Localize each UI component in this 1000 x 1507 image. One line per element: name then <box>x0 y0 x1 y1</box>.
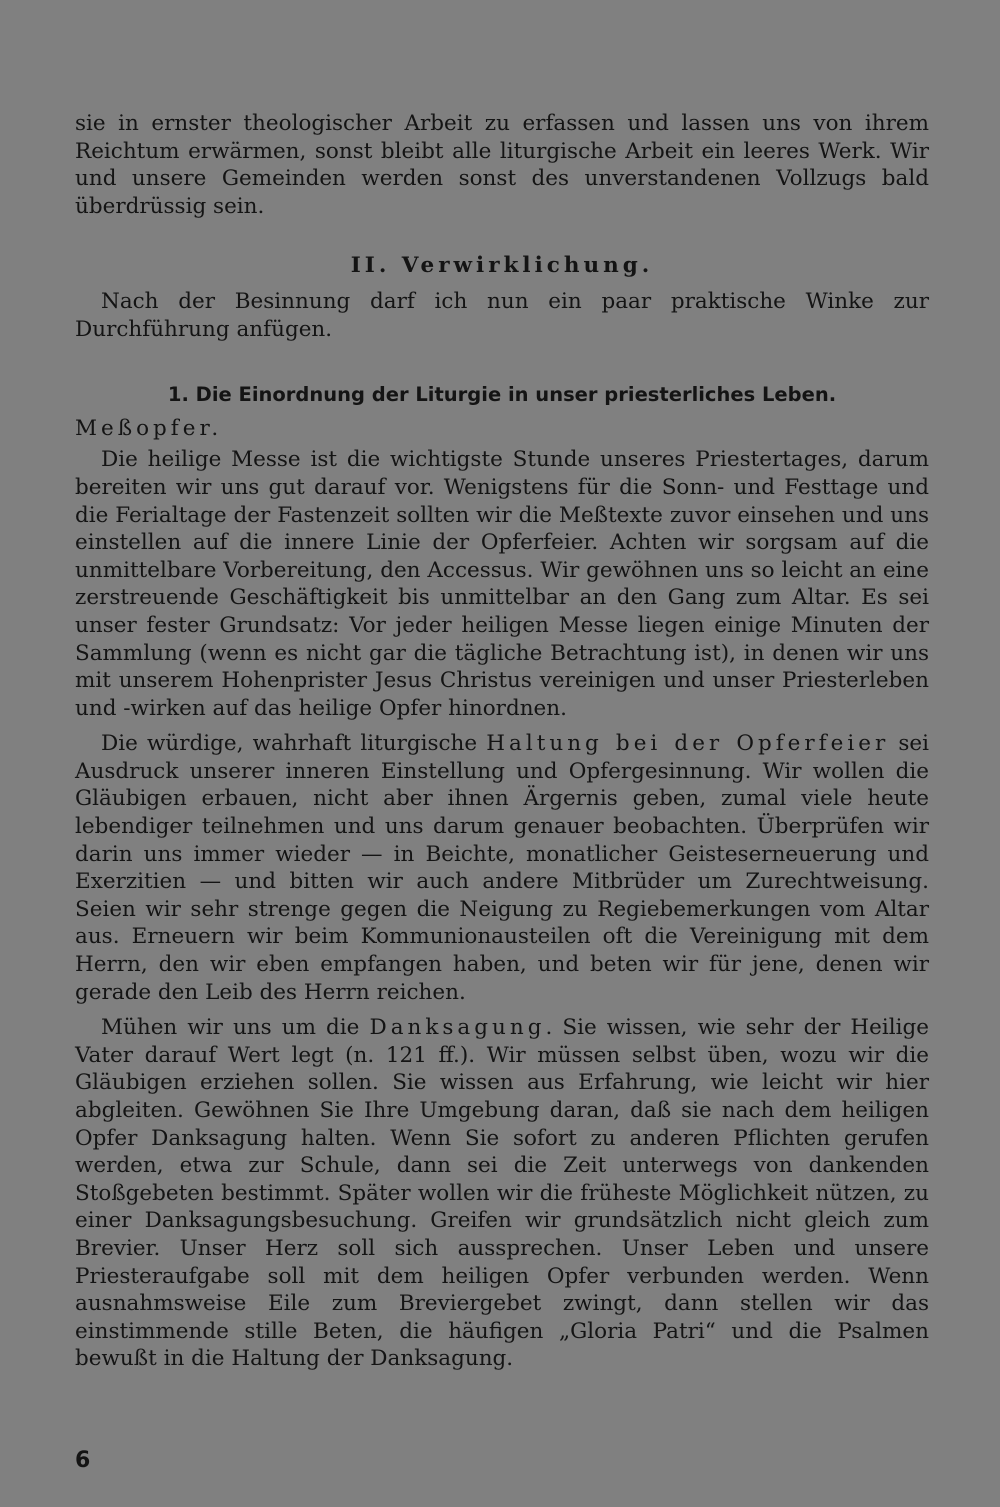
run-in-heading: Meßopfer. <box>75 415 223 441</box>
page-number: 6 <box>75 1448 91 1473</box>
paragraph-danksagung-rest: . Sie wissen, wie sehr der Heilige Vater darauf Wert legt (n. 121 ff.). Wir müssen selbst üben, wozu wir die Gläubigen erziehen sollen. Sie wissen aus Erfahrung, wie leicht wir hier abgleiten. Gewöhnen Sie Ihre Umgebung daran, daß sie nach dem heiligen Opfer Danksagung halten. Wenn Sie sofort zu anderen Pflichten gerufen werden, etwa zur Schule, dann sei die Zeit unterwegs von dankenden Stoßgebeten bestimmt. Später wollen wir die früheste Möglichkeit nützen, zu einer Danksagungsbesuchung. Greifen wir grundsätzlich nicht gleich zum Brevier. Unser Herz soll sich aussprechen. Unser Leben und unsere Priesteraufgabe soll mit dem heiligen Opfer verbunden werden. Wenn ausnahmsweise Eile zum Breviergebet zwingt, dann stellen wir das einstimmende stille Beten, die häufigen „Gloria Patri“ und die Psalmen bewußt in die Haltung der Danksagung. <box>75 1015 929 1372</box>
paragraph-continuation: sie in ernster theologischer Arbeit zu erfassen und lassen uns von ihrem Reichtum erwärmen, sonst bleibt alle liturgische Arbeit ein leeres Werk. Wir und unsere Gemeinden werden sonst des unverstandenen Vollzugs bald überdrüssig sein. <box>75 111 929 219</box>
paragraph-danksagung <box>75 1014 929 1373</box>
paragraph-haltung <box>75 730 929 1006</box>
paragraph-haltung-rest: sei Ausdruck unserer inneren Einstellung und Opfergesinnung. Wir wollen die Gläubigen erbauen, nicht aber ihnen Ärgernis geben, zumal viele heute lebendiger teilnehmen und uns darum genauer beobachten. Überprüfen wir darin uns immer wieder — in Beichte, monatlicher Geisteserneuerung und Exerzitien — und bitten wir auch andere Mitbrüder um Zurechtweisung. Seien wir sehr strenge gegen die Neigung zu Regiebemerkungen vom Altar aus. Erneuern wir beim Kommunionausteilen oft die Vereinigung mit dem Herrn, den wir eben empfangen haben, und beten wir für jene, denen wir gerade den Leib des Herrn reichen. <box>75 731 929 1005</box>
paragraph-danksagung-start: Mühen wir uns um die <box>101 1015 370 1041</box>
paragraph-intro: Nach der Besinnung darf ich nun ein paar praktische Winke zur Durchführung anfügen. <box>75 288 929 342</box>
emphasis-haltung: Haltung bei der Opferfeier <box>486 731 890 757</box>
paragraph-haltung-start: Die würdige, wahrhaft liturgische <box>101 731 487 757</box>
paragraph-messe: Die heilige Messe ist die wichtigste Stunde unseres Priestertages, darum bereiten wir uns gut darauf vor. Wenigstens für die Sonn- und Festtage und die Ferialtage der Fastenzeit sollten wir die Meßtexte zuvor einsehen und uns einstellen auf die innere Linie der Opferfeier. Achten wir sorgsam auf die unmittelbare Vorbereitung, den Accessus. Wir gewöhnen uns so leicht an eine zerstreuende Geschäftigkeit bis unmittelbar an den Gang zum Altar. Es sei unser fester Grundsatz: Vor jeder heiligen Messe liegen einige Minuten der Sammlung (wenn es nicht gar die tägliche Betrachtung ist), in denen wir uns mit unserem Hohenprister Jesus Christus vereinigen und unser Priesterleben und -wirken auf das heilige Opfer hinordnen. <box>75 447 929 721</box>
section-heading: II. Verwirklichung. <box>350 253 654 279</box>
emphasis-danksagung: Danksagung <box>369 1015 546 1041</box>
page-body <box>75 110 929 1373</box>
subsection-heading: 1. Die Einordnung der Liturgie in unser priesterliches Leben. <box>167 383 837 407</box>
